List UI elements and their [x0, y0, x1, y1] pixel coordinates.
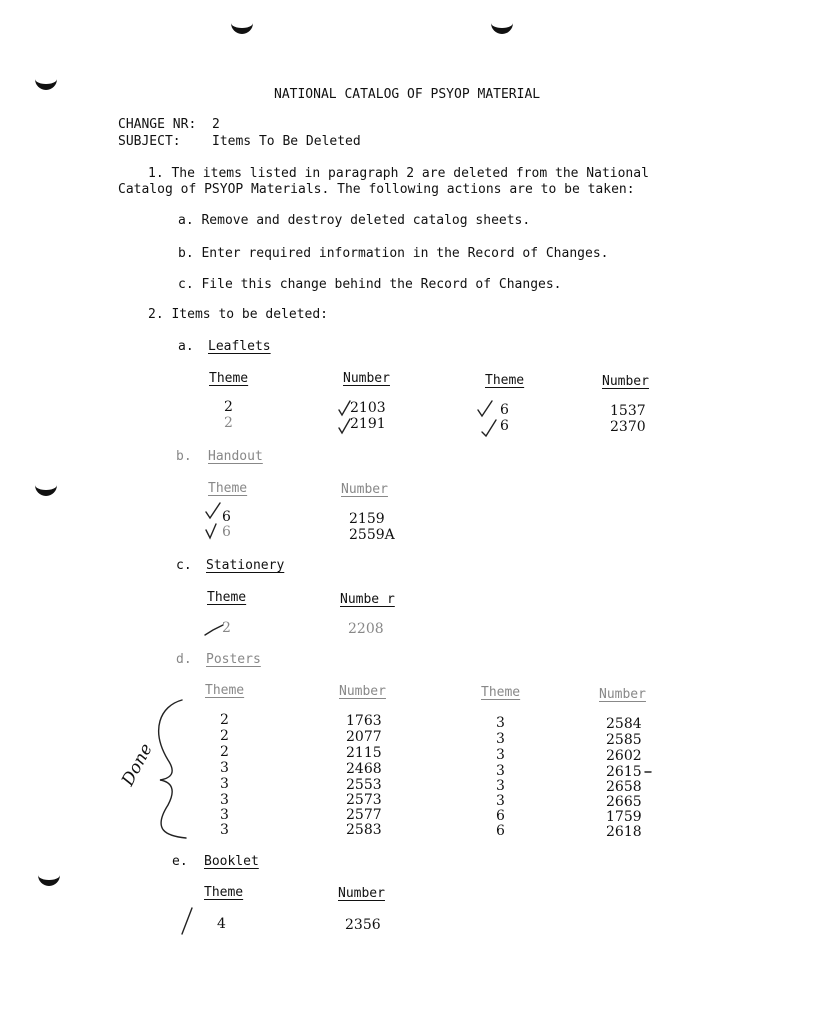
table-row-theme: 6: [500, 418, 509, 434]
table-row-number: 2577: [346, 807, 382, 823]
table-row-number: 2370: [610, 419, 646, 435]
table-row-theme: 3: [220, 822, 229, 838]
table-row-theme: 3: [220, 776, 229, 792]
table-row-number: 1763: [346, 713, 382, 729]
table-row-theme: 6: [500, 402, 509, 418]
table-row-number: 2468: [346, 761, 382, 777]
section-b-heading: Handout: [208, 449, 263, 464]
slash-mark: [182, 908, 192, 934]
check-mark: [206, 503, 220, 518]
leaflets-number-header: Number: [343, 371, 390, 386]
table-row-number: 2573: [346, 792, 382, 808]
table-row-theme: 4: [217, 916, 226, 932]
section-c-heading: Stationery: [206, 558, 285, 573]
action-a: a. Remove and destroy deleted catalog sheets.: [178, 213, 531, 228]
table-row-number: 2159: [349, 511, 385, 527]
table-row-number: 2665: [606, 794, 642, 810]
handout-number-header: Number: [341, 482, 388, 497]
table-row-theme: 2: [220, 744, 229, 760]
action-c: c. File this change behind the Record of Changes.: [178, 277, 562, 292]
booklet-theme-header: Theme: [204, 885, 244, 900]
section-e-letter: e.: [172, 854, 188, 869]
table-row-theme: 6: [222, 509, 231, 525]
leaflets-number-header-2: Number: [602, 374, 649, 389]
table-row-theme: 3: [496, 793, 505, 809]
table-row-theme: 3: [220, 760, 229, 776]
stationery-number-header: Numbe r: [340, 592, 395, 607]
page-title: NATIONAL CATALOG OF PSYOP MATERIAL: [274, 87, 541, 102]
table-row-number: 1537: [610, 403, 646, 419]
table-row-theme: 2: [222, 620, 231, 636]
table-row-number: 2191: [350, 416, 386, 432]
table-row-number: 1759: [606, 809, 642, 825]
subject-value: Items To Be Deleted: [212, 134, 361, 149]
paragraph-2: 2. Items to be deleted:: [148, 307, 329, 322]
table-row-theme: 3: [496, 715, 505, 731]
table-row-number: 2103: [350, 400, 386, 416]
table-row-number: 2618: [606, 824, 642, 840]
action-b: b. Enter required information in the Record of Changes.: [178, 246, 609, 261]
check-mark: [206, 524, 216, 538]
posters-theme-header: Theme: [205, 683, 245, 698]
check-mark: [482, 420, 496, 436]
table-row-number: 2356: [345, 917, 381, 933]
table-row-theme: 3: [220, 807, 229, 823]
section-a-letter: a.: [178, 339, 194, 354]
check-mark: [478, 401, 492, 416]
table-row-number: 2585: [606, 732, 642, 748]
table-row-theme: 2: [220, 728, 229, 744]
table-row-number: 2559A: [349, 527, 395, 543]
table-row-number: 2602: [606, 748, 642, 764]
table-row-number: 2115: [346, 745, 382, 761]
leaflets-theme-header: Theme: [209, 371, 249, 386]
stationery-theme-header: Theme: [207, 590, 247, 605]
posters-number-header-2: Number: [599, 687, 646, 702]
brace-mark: [159, 700, 186, 838]
check-mark: [339, 401, 350, 415]
table-row-number: 2584: [606, 716, 642, 732]
table-row-theme: 6: [496, 823, 505, 839]
paragraph-1-line-1: 1. The items listed in paragraph 2 are deleted from the National: [148, 166, 649, 181]
section-b-letter: b.: [176, 449, 192, 464]
section-c-letter: c.: [176, 558, 192, 573]
table-row-theme: 3: [220, 792, 229, 808]
table-row-theme: 6: [222, 524, 231, 540]
table-row-number: 2077: [346, 729, 382, 745]
subject-label: SUBJECT:: [118, 134, 181, 149]
check-mark: [205, 625, 223, 635]
table-row-number: 2615: [606, 764, 642, 780]
table-row-theme: 6: [496, 808, 505, 824]
section-a-heading: Leaflets: [208, 339, 271, 354]
change-label: CHANGE NR:: [118, 117, 197, 132]
margin-note-done: Done: [118, 740, 157, 790]
section-d-letter: d.: [176, 652, 192, 667]
posters-number-header: Number: [339, 684, 386, 699]
table-row-theme: 3: [496, 747, 505, 763]
table-row-theme: 2: [224, 415, 233, 431]
table-row-number: 2208: [348, 621, 384, 637]
table-row-theme: 2: [220, 712, 229, 728]
table-row-theme: 3: [496, 763, 505, 779]
table-row-theme: 2: [224, 399, 233, 415]
table-row-theme: 3: [496, 731, 505, 747]
table-row-number: 2583: [346, 822, 382, 838]
table-row-number: 2553: [346, 777, 382, 793]
table-row-theme: 3: [496, 778, 505, 794]
posters-theme-header-2: Theme: [481, 685, 521, 700]
change-value: 2: [212, 117, 220, 132]
handout-theme-header: Theme: [208, 481, 248, 496]
booklet-number-header: Number: [338, 886, 385, 901]
check-mark: [339, 419, 350, 433]
section-d-heading: Posters: [206, 652, 261, 667]
leaflets-theme-header-2: Theme: [485, 373, 525, 388]
table-row-number: 2658: [606, 779, 642, 795]
section-e-heading: Booklet: [204, 854, 259, 869]
paragraph-1-line-2: Catalog of PSYOP Materials. The following actions are to be taken:: [118, 182, 635, 197]
